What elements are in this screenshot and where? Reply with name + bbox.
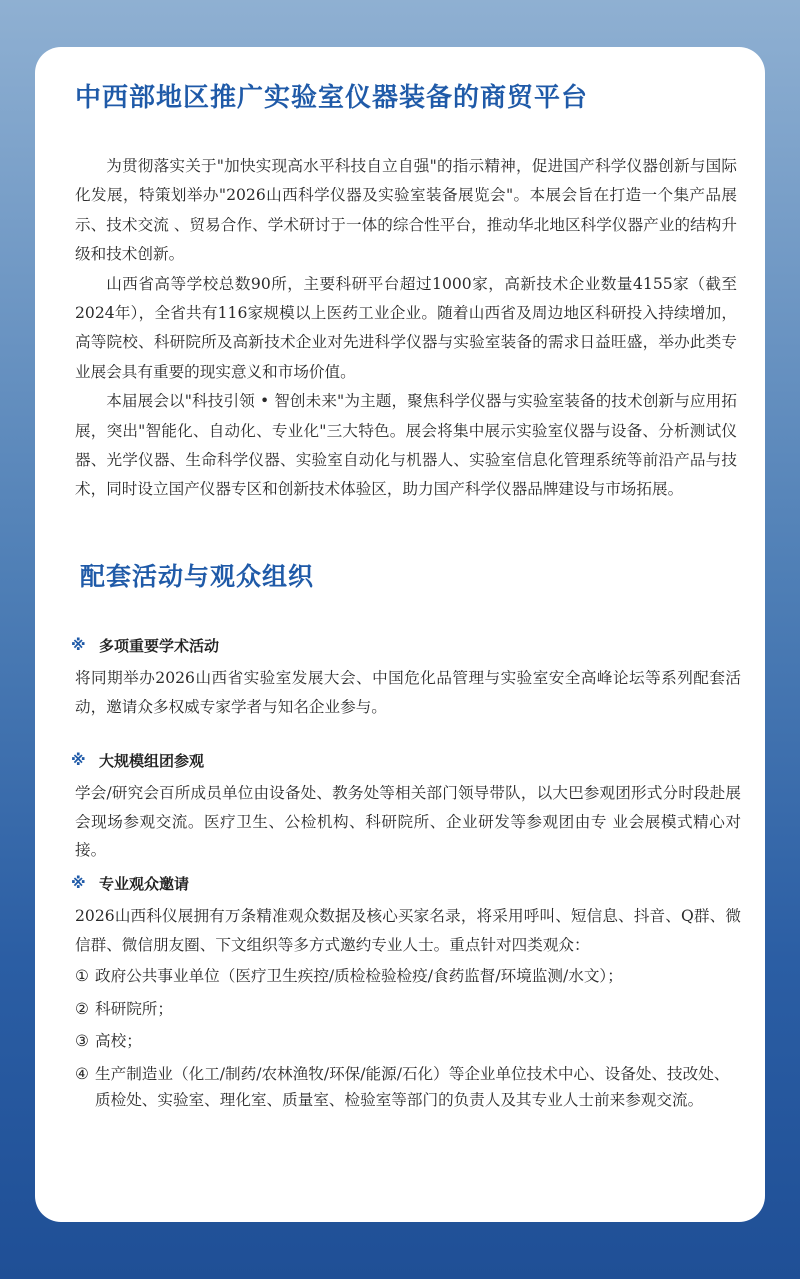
section-header [71,632,741,658]
activity-section-group-visit [71,747,741,865]
reference-mark-icon: ※ [71,751,86,769]
content-card [35,47,765,1222]
section-title: 大规模组团参观 [99,751,205,770]
activity-section-invitation [71,870,741,1120]
list-text: 科研院所； [95,999,173,1018]
reference-mark-icon: ※ [71,874,86,892]
list-number: ② [75,999,89,1018]
section-title: 多项重要学术活动 [99,636,220,655]
intro-paragraph: 本届展会以"科技引领 • 智创未来"为主题，聚焦科学仪器与实验室装备的技术创新与应用拓展，突出"智能化、自动化、专业化"三大特色。展会将集中展示实验室仪器与设备、分析测试仪器、光学仪器、生命科学仪器、实验室自动化与机器人、实验室信息化管理系统等前沿产品与技术，同时设立国产仪器专区和创新技术体验区，助力国产科学仪器品牌建设与市场拓展。 [75,392,737,499]
list-item [75,996,741,1023]
list-item [75,1061,741,1114]
activity-section-academic [71,632,741,721]
intro-paragraph: 为贯彻落实关于"加快实现高水平科技自立自强"的指示精神，促进国产科学仪器创新与国际化发展，特策划举办"2026山西科学仪器及实验室装备展览会"。本展会旨在打造一个集产品展示、技术交流 、贸易合作、学术研讨于一体的综合性平台，推动华北地区科学仪器产业的结构升级和技术创新。 [75,157,737,264]
section-header [71,870,741,896]
list-number: ③ [75,1032,89,1050]
reference-mark-icon: ※ [71,636,86,654]
list-text: 高校； [95,1032,142,1050]
list-number: ① [75,967,89,985]
list-number: ④ [75,1064,89,1083]
section-body: 学会/研究会百所成员单位由设备处、教务处等相关部门领导带队，以大巴参观团形式分时段赴展会现场参观交流。医疗卫生、公检机构、科研院所、企业研发等参观团由专 业会展模式精心对接。 [75,784,741,859]
page-title: 中西部地区推广实验室仪器装备的商贸平台 [75,83,589,113]
intro-text [75,152,737,505]
list-text: 政府公共事业单位（医疗卫生疾控/质检检验检疫/食药监督/环境监测/水文）； [95,967,623,985]
list-item [75,1028,741,1055]
audience-list [75,963,741,1114]
list-item [75,963,741,990]
list-text: 生产制造业（化工/制药/农林渔牧/环保/能源/石化）等企业单位技术中心、设备处、技改处、质检处、实验室、理化室、质量室、检验室等部门的负责人及其专业人士前来参观交流。 [95,1064,730,1109]
section-body: 2026山西科仪展拥有万条精准观众数据及核心买家名录，将采用呼叫、短信息、抖音、Q群、微信群、微信朋友圈、下文组织等多方式邀约专业人士。重点针对四类观众： [75,907,741,954]
section-title: 专业观众邀请 [99,874,190,893]
intro-paragraph: 山西省高等学校总数90所，主要科研平台超过1000家，高新技术企业数量4155家（截至2024年），全省共有116家规模以上医药工业企业。随着山西省及周边地区科研投入持续增加，高等院校、科研院所及高新技术企业对先进科学仪器与实验室装备的需求日益旺盛，举办此类专业展会具有重要的现实意义和市场价值。 [75,274,737,381]
section-body: 将同期举办2026山西省实验室发展大会、中国危化品管理与实验室安全高峰论坛等系列配套活动，邀请众多权威专家学者与知名企业参与。 [75,669,741,716]
section-header [71,747,741,773]
section-heading: 配套活动与观众组织 [80,562,315,591]
